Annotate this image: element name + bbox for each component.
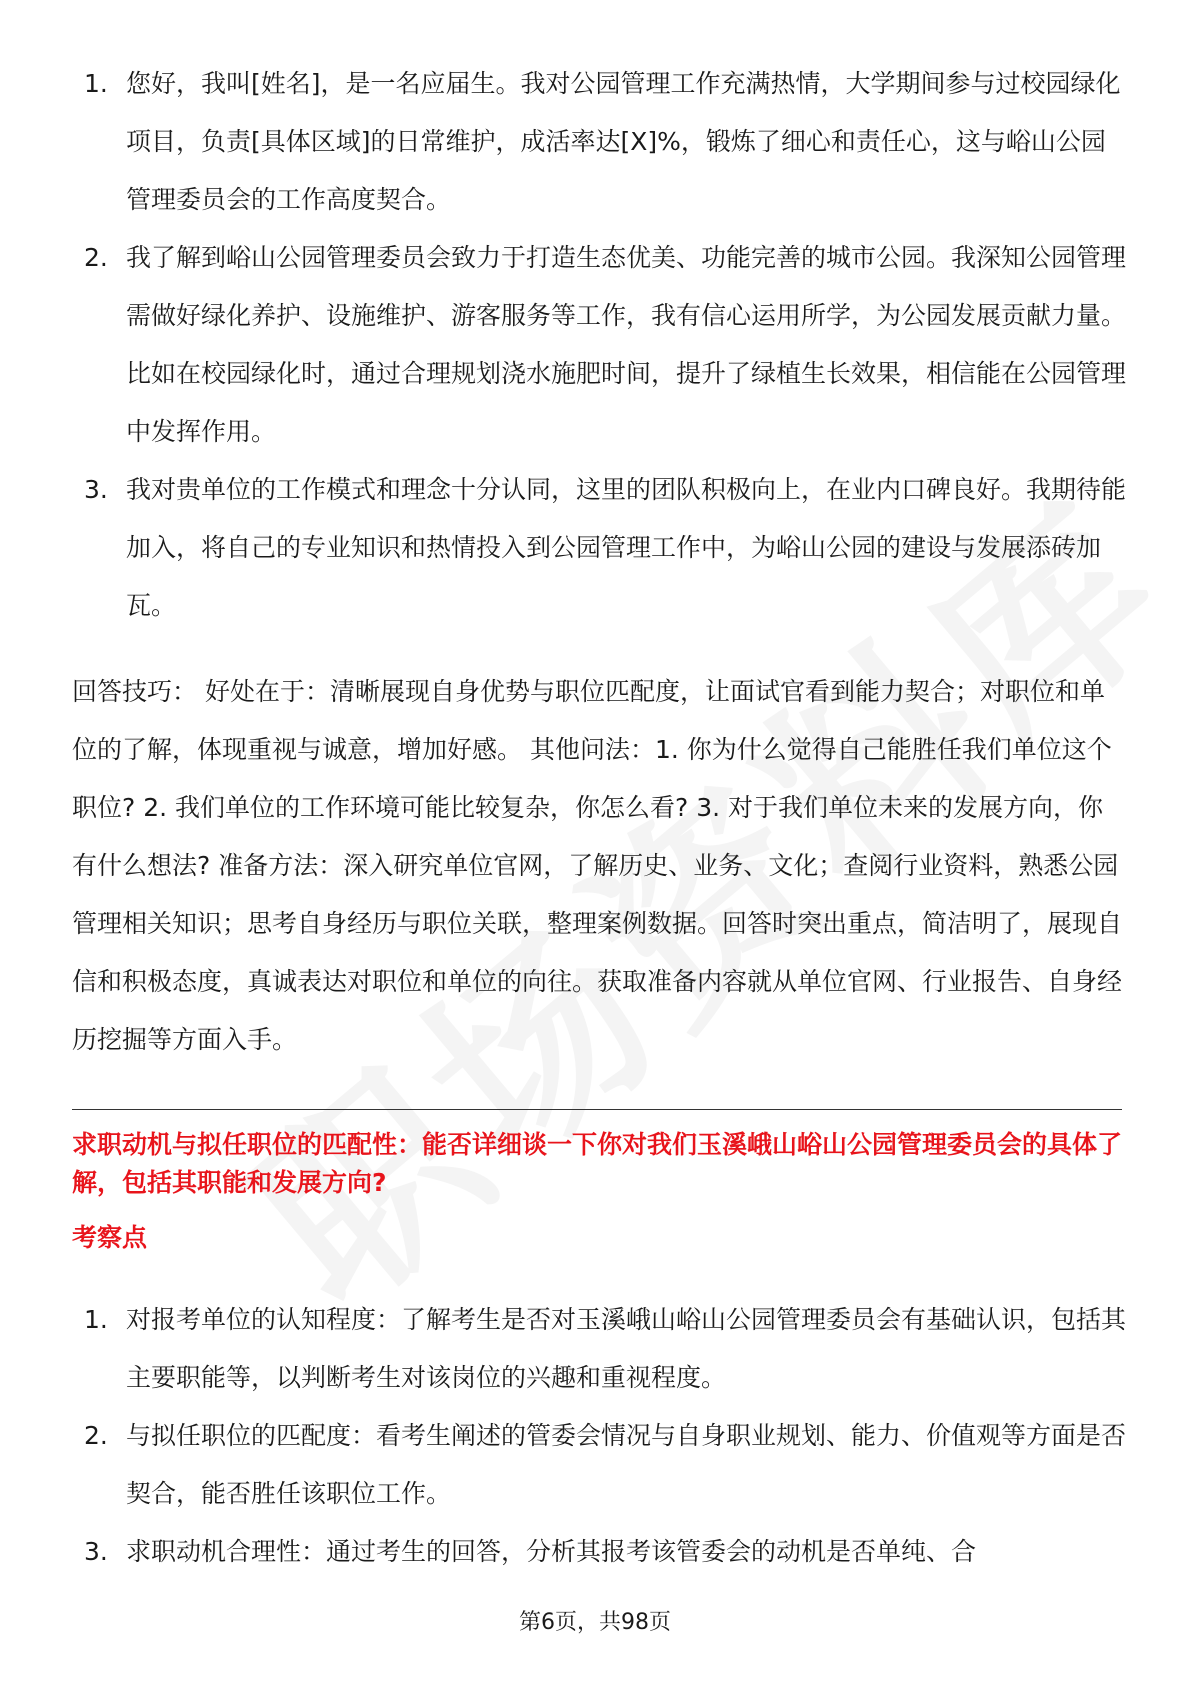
list-item — [72, 1291, 1127, 1407]
page-footer: 第6页，共98页 — [519, 1610, 671, 1635]
answer-list — [72, 55, 1127, 635]
list-text: 您好，我叫[姓名]，是一名应届生。我对公园管理工作充满热情，大学期间参与过校园绿化项目，负责[具体区域]的日常维护，成活率达[X]%，锻炼了细心和责任心，这与峪山公园管理委员会的工作高度契合。 — [126, 69, 1121, 214]
list-number: 3. — [84, 1537, 108, 1566]
list-item — [72, 55, 1127, 229]
list-item — [72, 1407, 1127, 1523]
list-text: 与拟任职位的匹配度：看考生阐述的管委会情况与自身职业规划、能力、价值观等方面是否契合，能否胜任该职位工作。 — [126, 1421, 1127, 1508]
list-item — [72, 1523, 1127, 1581]
list-item — [72, 461, 1127, 635]
list-number: 2. — [84, 1421, 108, 1450]
list-text: 求职动机合理性：通过考生的回答，分析其报考该管委会的动机是否单纯、合 — [126, 1537, 977, 1566]
list-number: 1. — [84, 1305, 108, 1334]
list-text: 对报考单位的认知程度：了解考生是否对玉溪峨山峪山公园管理委员会有基础认识，包括其主要职能等，以判断考生对该岗位的兴趣和重视程度。 — [126, 1305, 1127, 1392]
list-number: 3. — [84, 475, 108, 504]
list-number: 1. — [84, 69, 108, 98]
section-divider — [72, 1109, 1122, 1110]
answer-tips-paragraph: 回答技巧： 好处在于：清晰展现自身优势与职位匹配度，让面试官看到能力契合；对职位和单位的了解，体现重视与诚意，增加好感。 其他问法：1. 你为什么觉得自己能胜任我们单位这个职位? 2. 我们单位的工作环境可能比较复杂，你怎么看? 3. 对于我们单位未来的发展方向，你有什么想法? 准备方法：深入研究单位官网，了解历史、业务、文化；查阅行业资料，熟悉公园管理相关知识；思考自身经历与职位关联，整理案例数据。回答时突出重点，简洁明了，展现自信和积极态度，真诚表达对职位和单位的向往。获取准备内容就从单位官网、行业报告、自身经历挖掘等方面入手。 — [72, 677, 1123, 1054]
check-points-list — [72, 1291, 1127, 1581]
question-heading: 求职动机与拟任职位的匹配性：能否详细谈一下你对我们玉溪峨山峪山公园管理委员会的具体了解，包括其职能和发展方向? — [72, 1130, 1123, 1197]
list-text: 我了解到峪山公园管理委员会致力于打造生态优美、功能完善的城市公园。我深知公园管理需做好绿化养护、设施维护、游客服务等工作，我有信心运用所学，为公园发展贡献力量。比如在校园绿化时，通过合理规划浇水施肥时间，提升了绿植生长效果，相信能在公园管理中发挥作用。 — [126, 243, 1127, 446]
list-text: 我对贵单位的工作模式和理念十分认同，这里的团队积极向上，在业内口碑良好。我期待能加入，将自己的专业知识和热情投入到公园管理工作中，为峪山公园的建设与发展添砖加瓦。 — [126, 475, 1127, 620]
section-label: 考察点 — [72, 1223, 148, 1252]
list-number: 2. — [84, 243, 108, 272]
list-item — [72, 229, 1127, 461]
page-content — [72, 55, 1127, 1581]
